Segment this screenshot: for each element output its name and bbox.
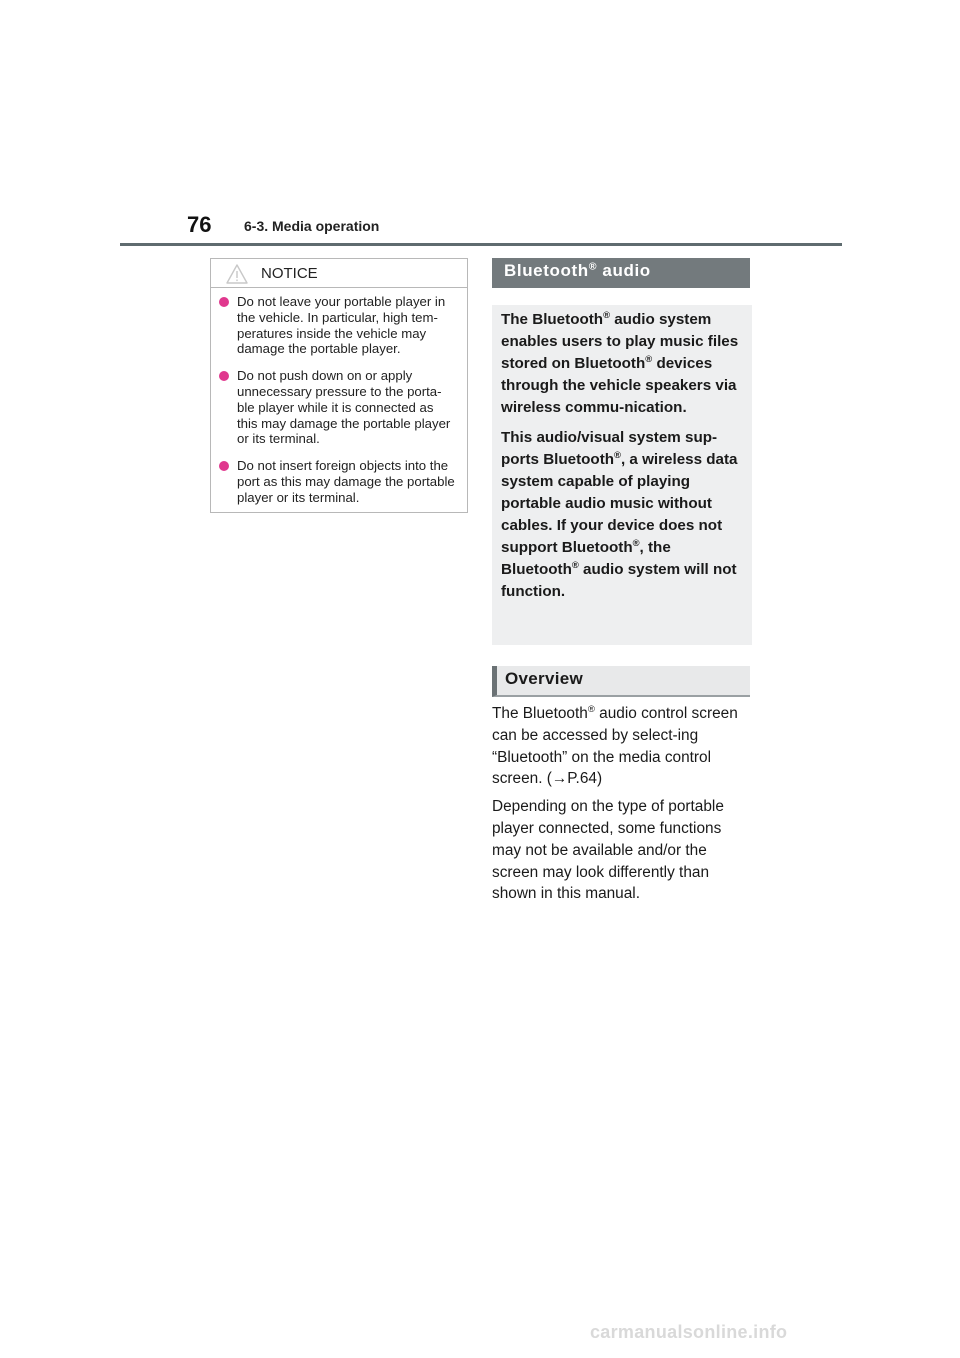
registered-mark: ® <box>614 448 621 460</box>
registered-mark: ® <box>603 308 611 320</box>
page-number: 76 <box>187 212 212 237</box>
notice-title: NOTICE <box>261 265 318 282</box>
body-paragraph: Depending on the type of portable player connected, some functions may not be available and/or the screen may look differently than shown in this manual. <box>492 798 724 903</box>
bullet-icon <box>219 297 229 307</box>
page-reference-link[interactable]: P.64 <box>567 770 597 788</box>
notice-item <box>219 294 457 357</box>
arrow-icon: → <box>551 770 568 788</box>
banner-word: Bluetooth <box>504 261 589 280</box>
intro-text: , a wireless data system capable of playing portable audio music without cables. If your device does not support Bluetooth <box>501 451 738 556</box>
notice-list <box>211 288 467 506</box>
notice-item <box>219 368 457 447</box>
body-text: audio control screen can be accessed by select-ing “Bluetooth” on the media control screen. ( <box>492 705 738 788</box>
notice-item <box>219 458 457 505</box>
intro-box <box>492 305 752 645</box>
overview-body <box>492 703 754 911</box>
intro-paragraph <box>501 309 742 419</box>
intro-text: This audio/visual system sup-ports Bluetooth <box>501 429 718 468</box>
registered-mark: ® <box>632 536 640 548</box>
intro-paragraph <box>501 427 742 603</box>
notice-item-text: Do not leave your portable player in the vehicle. In particular, high tem-peratures inside the vehicle may damage the portable player. <box>237 294 446 357</box>
body-paragraph <box>492 703 754 790</box>
notice-item-text: Do not insert foreign objects into the port as this may damage the portable player or its terminal. <box>237 458 455 505</box>
registered-mark: ® <box>571 558 579 570</box>
body-text: ) <box>596 770 603 788</box>
banner-rest: audio <box>597 261 651 280</box>
watermark: carmanualsonline.info <box>590 1322 788 1342</box>
notice-box <box>210 258 468 513</box>
registered-mark: ® <box>588 260 598 273</box>
bluetooth-audio-banner <box>492 258 750 288</box>
intro-text: , the Bluetooth <box>501 539 671 578</box>
intro-text: devices through the vehicle speakers via wireless commu-nication. <box>501 355 737 416</box>
notice-header <box>211 259 467 288</box>
header-rule <box>120 243 842 246</box>
body-text: The Bluetooth <box>492 705 588 722</box>
intro-text: audio system enables users to play music files stored on Bluetooth <box>501 311 739 372</box>
notice-item-text: Do not push down on or apply unnecessary pressure to the porta-ble player while it is connected as this may damage the portable player or its terminal. <box>237 368 451 447</box>
overview-heading: Overview <box>492 666 750 697</box>
section-title: 6-3. Media operation <box>244 218 380 234</box>
registered-mark: ® <box>587 703 595 715</box>
bullet-icon <box>219 461 229 471</box>
registered-mark: ® <box>645 352 653 364</box>
intro-text: audio system will not function. <box>501 561 737 600</box>
bullet-icon <box>219 371 229 381</box>
intro-text: The Bluetooth <box>501 311 604 328</box>
warning-icon <box>225 263 249 285</box>
